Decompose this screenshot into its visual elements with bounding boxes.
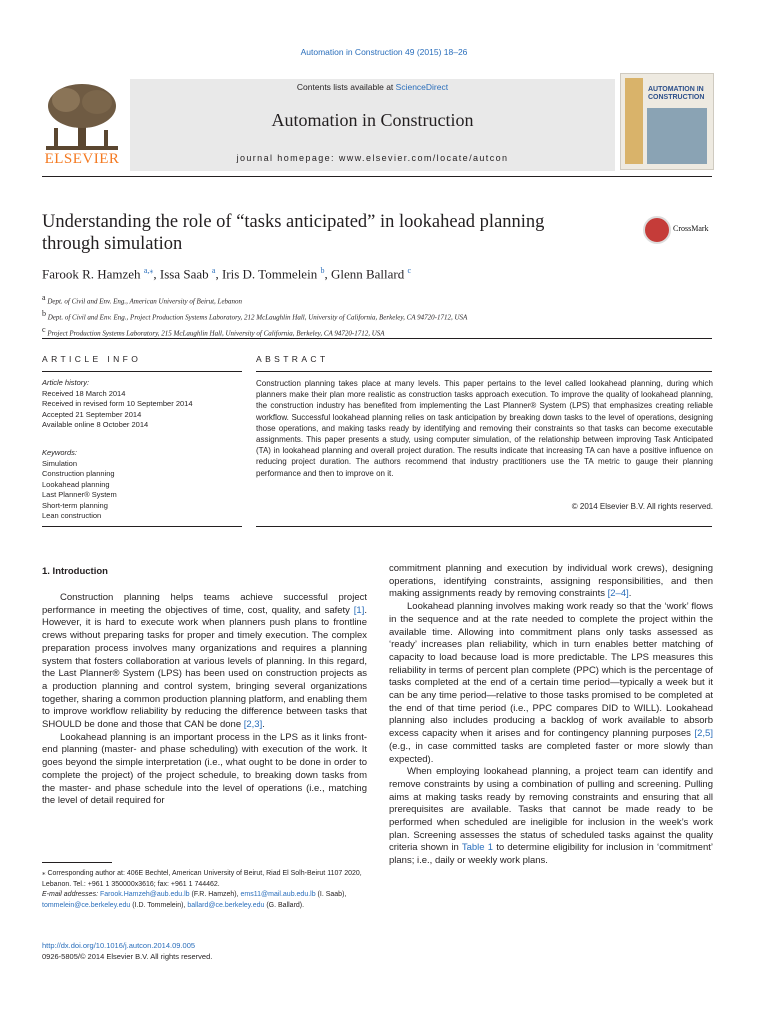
article-info-bottom-divider — [42, 526, 242, 527]
history-item: Received in revised form 10 September 2014 — [42, 399, 193, 408]
journal-banner — [130, 79, 615, 171]
sciencedirect-link[interactable]: ScienceDirect — [395, 82, 449, 92]
author-affiliation-ref[interactable]: a,⁎ — [143, 266, 154, 275]
abstract-divider — [256, 371, 712, 372]
journal-citation-link[interactable]: Automation in Construction 49 (2015) 18–26 — [300, 47, 468, 57]
contents-availability: Contents lists available at ScienceDirect — [296, 82, 449, 92]
body-paragraph: Lookahead planning is an important process in the LPS as it links front-end planning (master- and phase scheduling) with execution of the work. It goes beyond the simple interpretation (i.e., what ought to be done in order to complete the project) of the project schedule, to breaking down tasks from the master- and phase schedule into the level of operations (i.e., matching the level of detail required for — [42, 731, 367, 807]
abstract-bottom-divider — [256, 526, 712, 527]
journal-title: Automation in Construction — [271, 110, 474, 130]
crossmark-icon — [643, 216, 671, 244]
email-link[interactable]: ballard@ce.berkeley.edu — [187, 901, 265, 909]
cover-spine — [625, 78, 643, 164]
keywords: Keywords: Simulation Construction planning Lookahead planning Last Planner® System Short-term planning Lean construction — [42, 448, 117, 520]
article-title: Understanding the role of “tasks anticipated” in lookahead planning through simulation — [42, 212, 545, 254]
page-footer — [42, 940, 212, 962]
affiliations — [42, 292, 467, 339]
citation-link[interactable]: [2–4] — [607, 588, 629, 600]
author-name[interactable]: Iris D. Tommelein — [221, 266, 318, 282]
affiliation-item: $^b$ Dept. of Civil and Env. Eng., Project Production Systems Laboratory, 212 McLaughlin Hall, University of California, Berkeley, CA 94720-1712, USA — [42, 308, 468, 322]
affiliation-item: $^c$ Project Production Systems Laboratory, 215 McLaughlin Hall, University of California, Berkeley, CA 94720-1712, USA — [42, 324, 385, 337]
abstract-text: Construction planning takes place at many levels. This paper pertains to the level called lookahead planning, during which planners make their plan more realistic as construction tasks approach execution. To improve the quality of lookahead planning, the construction industry has benefited from implementing the Last Planner® System (LPS) that emphasizes creating reliable workflow. Successful lookahead planning relies on task anticipation by breaking down tasks to the level of operations, designing those operations, and making tasks ready by identifying and removing their constraints so that tasks can become executable assignments. This paper presents a study, using computer simulation, of the relationship between improving Task Anticipated (TA) in lookahead planning and overall project duration. The results indicate that increasing TA can have a positive influence on reducing project duration. The authors recommend that industry practitioners use the TA metric to gauge their planning performance and then to improve on it. — [256, 379, 713, 478]
abstract-heading: ABSTRACT — [256, 354, 329, 364]
body-paragraph: Construction planning helps teams achieve successful project performance in meeting the objectives of time, cost, quality, and safety [1]. However, it is hard to execute work when planners push plans to frontline crews without preparing tasks for proper and timely execution. The complex preparation process involves many organizations and requires a planning system that fosters collaboration at various levels of planning. In this regard, the Last Planner® System (LPS) has been used on construction projects as a production planning and control system, bringing several organizations together, sharing a common production planning platform, and enabling them to improve workflow reliability by reducing the difference between tasks that SHOULD be done and those that CAN be done [2,3]. — [42, 592, 367, 731]
tree-icon — [42, 80, 122, 152]
keyword-item: Simulation — [42, 458, 78, 468]
article-info-divider — [42, 371, 242, 372]
email-link[interactable]: tommelein@ce.berkeley.edu — [42, 901, 131, 909]
author-name[interactable]: Glenn Ballard — [330, 266, 405, 282]
email-addresses: E-mail addresses: Farook.Hamzeh@aub.edu.lb (F.R. Hamzeh), ems11@mail.aub.edu.lb (I. Saab), tommelein@ce.berkeley.edu (I.D. Tommelein), ballard@ce.berkeley.edu (G. Ballard). — [42, 891, 347, 909]
email-link[interactable]: ems11@mail.aub.edu.lb — [240, 891, 316, 898]
author-affiliation-ref[interactable]: b — [320, 266, 325, 275]
keyword-item: Lean construction — [42, 511, 102, 520]
article-info-heading: ARTICLE INFO — [42, 354, 142, 364]
crossmark-button[interactable] — [643, 216, 721, 242]
footnote-divider — [42, 862, 112, 863]
cover-title: AUTOMATION IN CONSTRUCTION — [648, 86, 705, 101]
affiliation-item: $^a$ Dept. of Civil and Env. Eng., American University of Beirut, Lebanon — [42, 293, 243, 306]
affiliations-divider — [42, 338, 712, 339]
section-heading-introduction: 1. Introduction — [42, 566, 108, 577]
homepage-link[interactable]: www.elsevier.com/locate/autcon — [338, 153, 509, 163]
abstract-copyright: © 2014 Elsevier B.V. All rights reserved. — [571, 502, 713, 511]
body-column-left — [42, 592, 367, 808]
table-reference-link[interactable]: Table 1 — [461, 842, 494, 854]
email-link[interactable]: Farook.Hamzeh@aub.edu.lb — [99, 891, 190, 898]
citation-link[interactable]: [2,3] — [243, 719, 263, 731]
elsevier-wordmark: ELSEVIER — [44, 151, 120, 167]
issn-copyright: 0926-5805/© 2014 Elsevier B.V. All rights reserved. — [42, 952, 213, 961]
keyword-item: Last Planner® System — [42, 490, 117, 499]
crossmark-label: CrossMark — [673, 224, 709, 233]
body-paragraph: When employing lookahead planning, a project team can identify and remove constraints by using a combination of pulling and screening. Pulling aims at making tasks ready by removing constraints and ensuring that all prerequisites are available. Tasks that cannot be made ready to be performed when scheduled are ineligible for inclusion in the week’s work plan. Screening assesses the status of scheduled tasks against the quality criteria shown in Table 1 to determine eligibility for inclusion in ‘commitment’ plans; i.e., daily or weekly work plans. — [389, 766, 713, 867]
author-affiliation-ref[interactable]: c — [407, 266, 412, 275]
citation-link[interactable]: [2,5] — [694, 728, 713, 740]
keyword-item: Short-term planning — [42, 500, 108, 510]
journal-cover-thumbnail[interactable] — [620, 73, 714, 170]
citation-link[interactable]: [1] — [353, 604, 365, 616]
article-history: Article history: Received 18 March 2014 Received in revised form 10 September 2014 Accepted 21 September 2014 Available online 8 October 2014 — [42, 378, 193, 429]
author-list: Farook R. Hamzeh $^{a,⁎}$, Issa Saab $^a$, Iris D. Tommelein $^b$, Glenn Ballard $^c$ — [42, 266, 412, 282]
elsevier-logo — [42, 80, 122, 170]
history-item: Accepted 21 September 2014 — [42, 409, 142, 419]
keyword-item: Construction planning — [42, 469, 115, 478]
doi-link[interactable]: http://dx.doi.org/10.1016/j.autcon.2014.09.005 — [42, 941, 196, 950]
journal-homepage: journal homepage: www.elsevier.com/locate/autcon — [236, 153, 509, 163]
header-divider — [42, 176, 712, 177]
body-paragraph: Lookahead planning involves making work ready so that the ‘work’ flows in the sequence and at the rate needed to complete the project within the available time. Allowing into commitment plans only tasks assessed as ‘ready’ increases plan reliability, which in turn enables better matching of capacity to load because load is more predictable. The LPS measures this reliability in terms of percent plan complete (PPC) which is the percentage of tasks completed at the end of a certain time period—typically a week but it can be any time period—relative to those tasks promised to be completed at the end of that time period (i.e., PPC compares DID to WILL). Lookahead planning also includes producing a backlog of work available to absorb excess capacity when it arises and for contingency planning purposes [2,5] (e.g., in case committed tasks are completed faster or more slowly than expected). — [389, 601, 713, 765]
cover-image — [647, 108, 707, 164]
corresponding-author-note: ⁎ Corresponding author at: 406E Bechtel, American University of Beirut, Riad El Solh-Beirut 1107 2020, Lebanon. Tel.: +961 1 350000x3616; fax: +961 1 744462. — [42, 870, 362, 888]
author-name[interactable]: Issa Saab — [159, 266, 209, 282]
author-name[interactable]: Farook R. Hamzeh — [42, 266, 141, 282]
author-affiliation-ref[interactable]: a — [211, 266, 216, 275]
history-item: Available online 8 October 2014 — [42, 420, 149, 429]
footnotes — [42, 869, 370, 911]
keyword-item: Lookahead planning — [42, 479, 110, 489]
body-column-right — [389, 563, 713, 868]
history-item: Received 18 March 2014 — [42, 388, 126, 398]
body-paragraph: commitment planning and execution by individual work crews), designing operations, identifying constraints, assigning responsibilities, and then making assignments ready by removing constraints [2–4]. — [389, 563, 713, 600]
